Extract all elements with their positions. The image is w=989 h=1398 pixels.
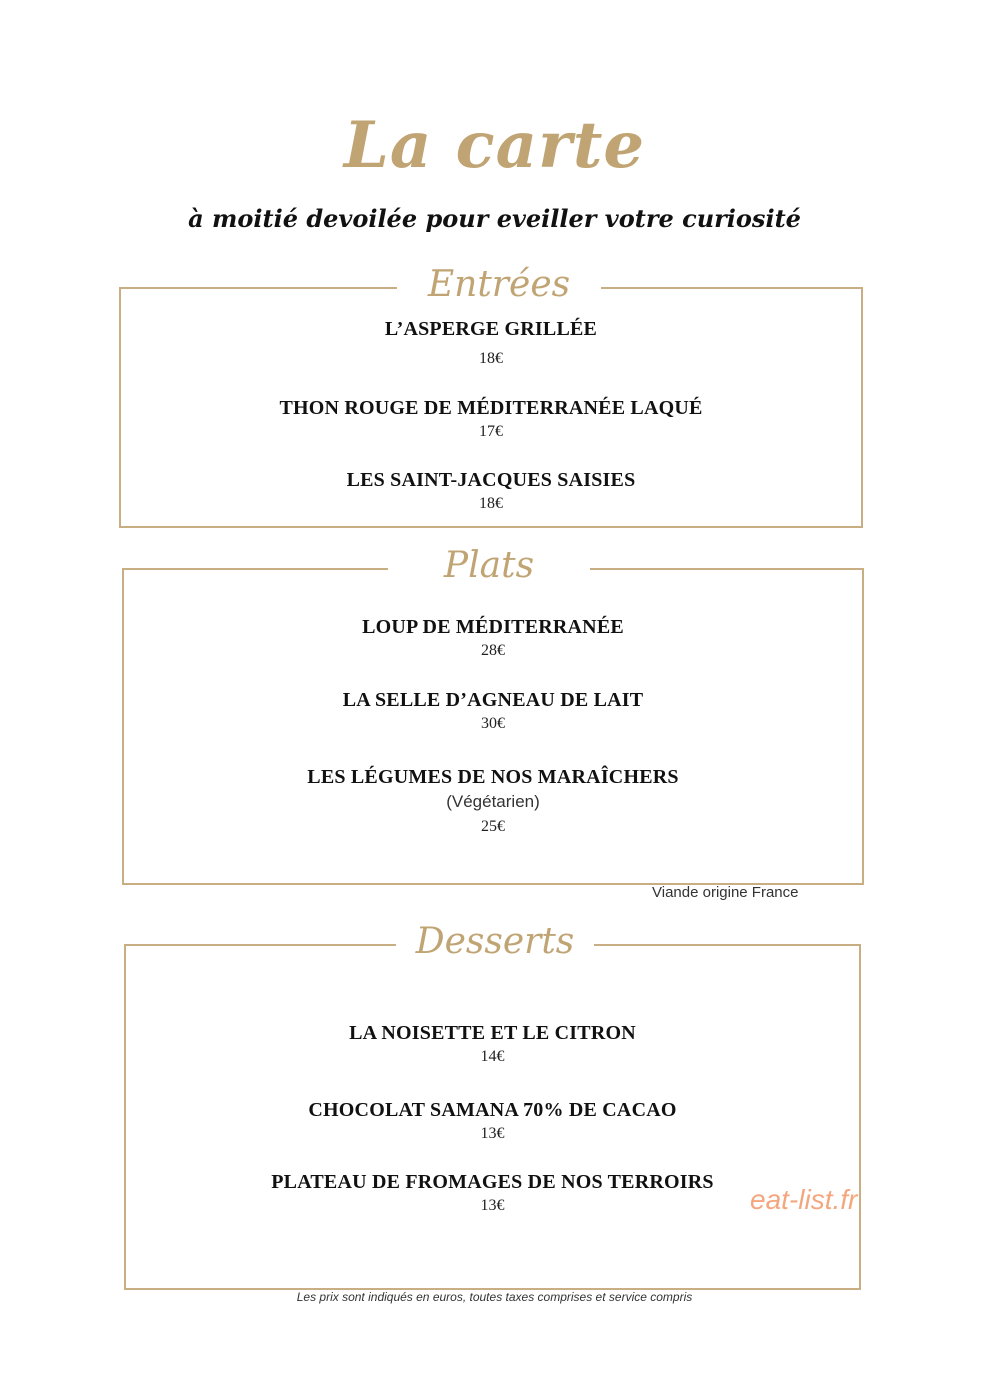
item-price: 18€ [479, 350, 503, 367]
menu-item [124, 688, 862, 736]
item-name: CHOCOLAT SAMANA 70% DE CACAO [308, 1099, 677, 1121]
item-name: LES SAINT-JACQUES SAISIES [346, 469, 636, 491]
price-disclaimer: Les prix sont indiqués en euros, toutes taxes comprises et service compris [296, 1290, 693, 1304]
page-subtitle: à moitié devoilée pour eveiller votre curiosité [188, 204, 801, 233]
item-price: 18€ [479, 495, 503, 512]
item-name: LOUP DE MÉDITERRANÉE [362, 616, 624, 638]
item-name: LA NOISETTE ET LE CITRON [349, 1022, 636, 1044]
item-note: (Végétarien) [446, 792, 540, 811]
item-name: L’ASPERGE GRILLÉE [384, 318, 598, 340]
origin-note: Viande origine France [652, 884, 799, 901]
watermark: eat-list.fr [750, 1184, 858, 1215]
item-price: 28€ [481, 642, 505, 659]
item-name: PLATEAU DE FROMAGES DE NOS TERROIRS [271, 1171, 714, 1193]
item-name: THON ROUGE DE MÉDITERRANÉE LAQUÉ [279, 397, 703, 419]
section-heading-desserts: Desserts [396, 922, 594, 962]
menu-item [126, 1098, 859, 1146]
item-name: LA SELLE D’AGNEAU DE LAIT [342, 689, 644, 711]
item-price: 13€ [480, 1125, 505, 1142]
item-price: 30€ [481, 715, 505, 732]
item-price: 25€ [481, 818, 505, 835]
menu-item [124, 615, 862, 663]
section-plats [122, 545, 864, 885]
item-price: 13€ [480, 1197, 505, 1214]
menu-item [126, 1021, 859, 1069]
item-price: 17€ [479, 423, 503, 440]
menu-item [124, 765, 862, 839]
section-heading-entrees: Entrées [397, 265, 601, 305]
item-price: 14€ [480, 1048, 505, 1065]
menu-item [121, 317, 861, 371]
section-heading-plats: Plats [388, 546, 590, 586]
section-desserts [124, 921, 861, 1290]
section-entrees [119, 264, 863, 528]
page-title: La carte [343, 108, 646, 183]
menu-item [121, 468, 861, 516]
item-name: LES LÉGUMES DE NOS MARAÎCHERS [307, 766, 679, 788]
menu-item [121, 396, 861, 444]
